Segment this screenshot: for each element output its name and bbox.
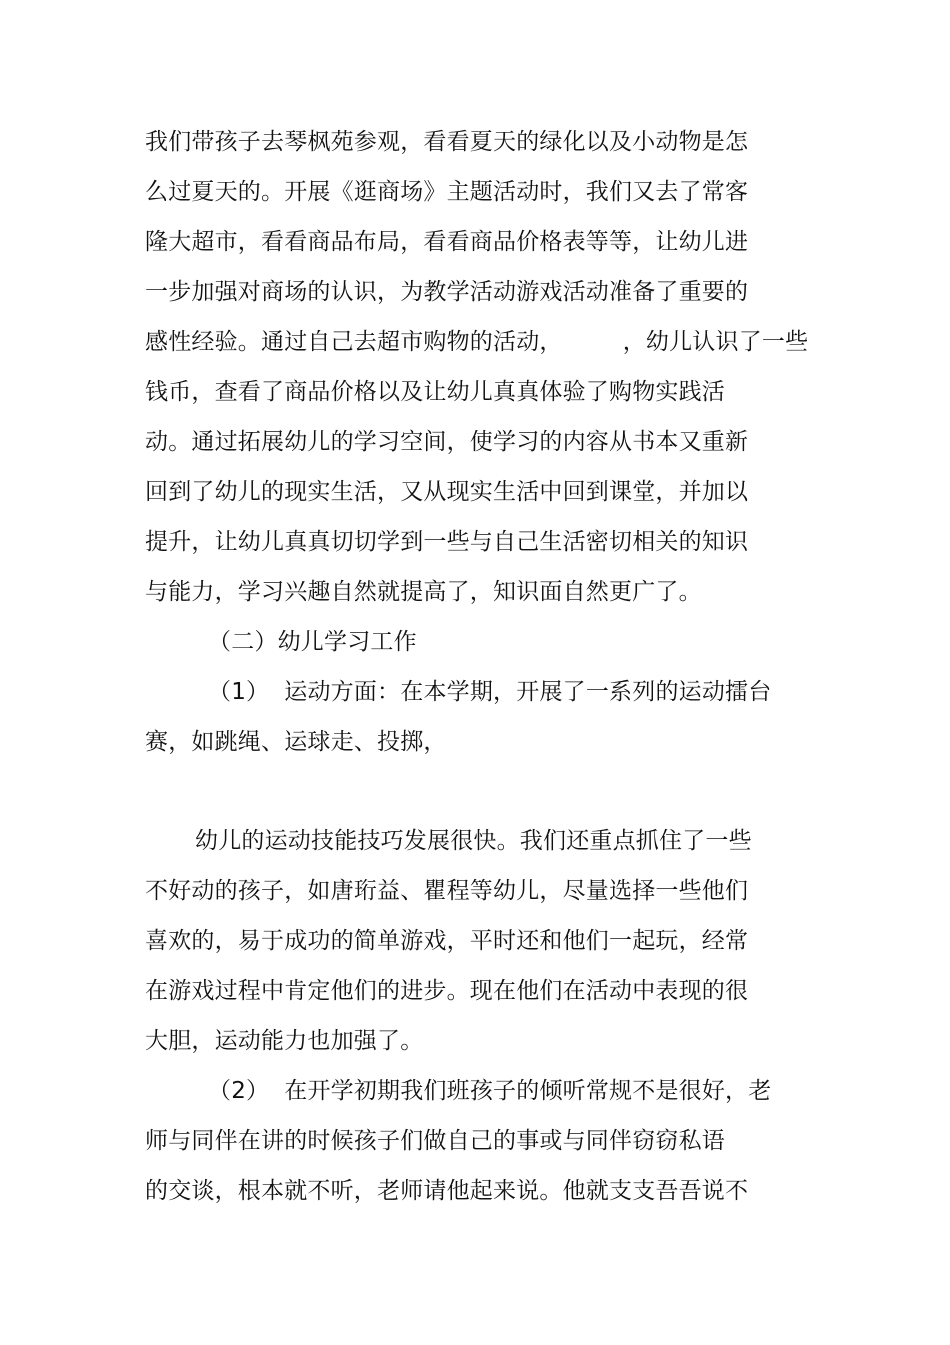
text-line: 喜欢的，易于成功的简单游戏，平时还和他们一起玩，经常 bbox=[145, 928, 749, 954]
text-line: 幼儿的运动技能技巧发展很快。我们还重点抓住了一些 bbox=[195, 828, 752, 854]
list-item-1-line: 赛，如跳绳、运球走、投掷， bbox=[145, 729, 447, 755]
text-line: 不好动的孩子，如唐珩益、瞿程等幼儿，尽量选择一些他们 bbox=[145, 878, 749, 904]
list-item-2-line: 师与同伴在讲的时候孩子们做自己的事或与同伴窃窃私语 bbox=[145, 1128, 725, 1154]
list-item-2-line: 的交谈，根本就不听，老师请他起来说。他就支支吾吾说不 bbox=[145, 1178, 749, 1204]
text-line: 动。通过拓展幼儿的学习空间，使学习的内容从书本又重新 bbox=[145, 429, 749, 455]
text-line: 与能力，学习兴趣自然就提高了，知识面自然更广了。 bbox=[145, 579, 702, 605]
section-heading: （二）幼儿学习工作 bbox=[208, 629, 417, 655]
list-item-1-line: （1） 运动方面：在本学期，开展了一系列的运动擂台 bbox=[208, 679, 772, 705]
text-line: 钱币，查看了商品价格以及让幼儿真真体验了购物实践活 bbox=[145, 379, 725, 405]
text-line: 大胆，运动能力也加强了。 bbox=[145, 1028, 424, 1054]
text-line: 回到了幼儿的现实生活，又从现实生活中回到课堂，并加以 bbox=[145, 479, 749, 505]
text-line: 我们带孩子去琴枫苑参观，看看夏天的绿化以及小动物是怎 bbox=[145, 129, 749, 155]
text-line: 在游戏过程中肯定他们的进步。现在他们在活动中表现的很 bbox=[145, 978, 749, 1004]
list-item-2-line: （2） 在开学初期我们班孩子的倾听常规不是很好，老 bbox=[208, 1078, 772, 1104]
text-line: 提升，让幼儿真真切切学到一些与自己生活密切相关的知识 bbox=[145, 529, 749, 555]
text-line: 么过夏天的。开展《逛商场》主题活动时，我们又去了常客 bbox=[145, 179, 749, 205]
text-line: 感性经验。通过自己去超市购物的活动， ，幼儿认识了一些 bbox=[145, 329, 809, 355]
text-line: 隆大超市，看看商品布局，看看商品价格表等等，让幼儿进 bbox=[145, 229, 749, 255]
text-line: 一步加强对商场的认识，为教学活动游戏活动准备了重要的 bbox=[145, 279, 749, 305]
